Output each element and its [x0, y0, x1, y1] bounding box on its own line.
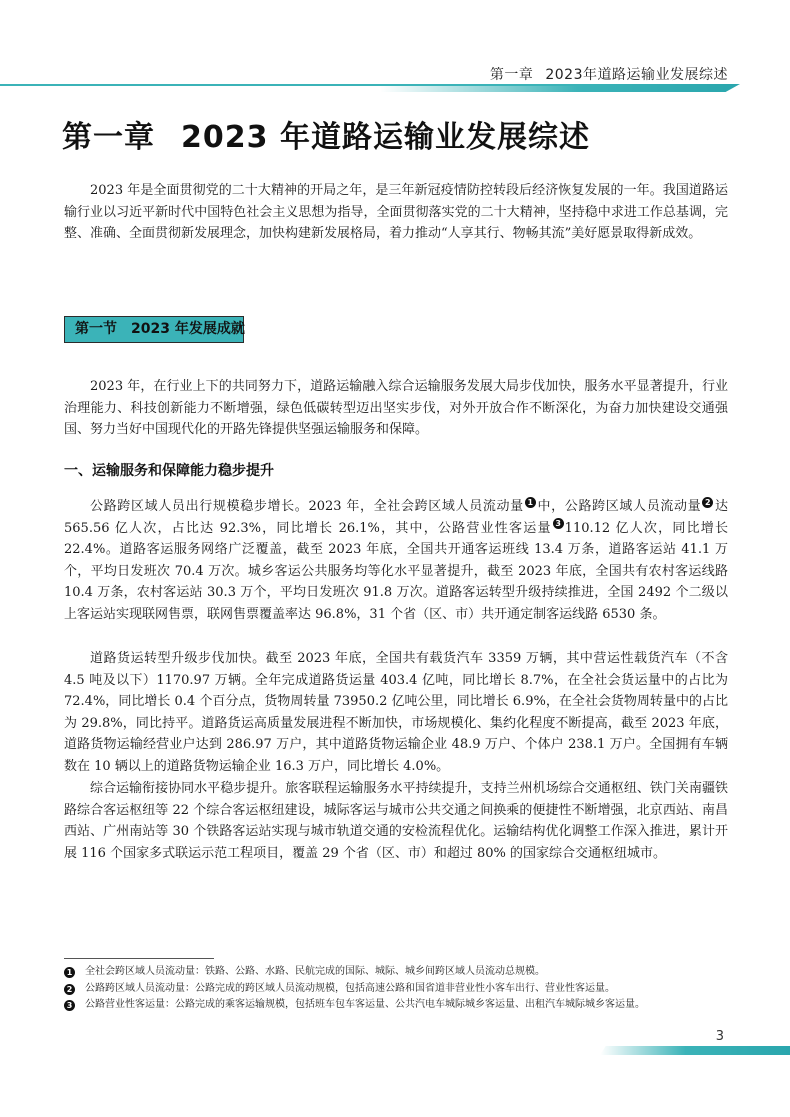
footnote-2 — [64, 981, 728, 998]
footer-accent-stripe — [600, 1046, 790, 1055]
page-number: 3 — [715, 1029, 724, 1044]
section-intro-paragraph: 2023 年，在行业上下的共同努力下，道路运输融入综合运输服务发展大局步伐加快，服务水平显著提升，行业治理能力、科技创新能力不断增强，绿色低碳转型迈出坚实步伐，对外开放合作不断深化，为奋力加快建设交通强国、努力当好中国现代化的开路先锋提供坚强运输服务和保障。 — [64, 379, 728, 437]
paragraph-freight: 道路货运转型升级步伐加快。截至 2023 年底，全国共有载货汽车 3359 万辆，其中营运性载货汽车（不含 4.5 吨及以下）1170.97 万辆。全年完成道路货运量 403.4 亿吨，同比增长 8.7%，在全社会货运量中的占比为 72.4%，同比增长 0.4 个百分点，货物周转量 73950.2 亿吨公里，同比增长 6.9%，在全社会货物周转量中的占比为 29.8%，同比持平。道路货运高质量发展进程不断加快，市场规模化、集约化程度不断提高，截至 2023 年底，道路货物运输经营业户达到 286.97 万户，其中道路货物运输企业 48.9 万户、个体户 238.1 万户。全国拥有车辆数在 10 辆以上的道路货物运输企业 16.3 万户，同比增长 4.0%。 — [64, 651, 728, 774]
footnote-badge: 1 — [64, 967, 75, 978]
paragraph-passenger-part3: 达 565.56 亿人次，占比达 92.3%，同比增长 26.1%，其中，公路营业性客运量 — [64, 499, 728, 536]
paragraph-passenger — [64, 496, 728, 625]
chapter-title — [62, 112, 590, 156]
footnote-3 — [64, 997, 728, 1014]
running-header — [478, 64, 728, 84]
header-accent-stripe — [380, 84, 740, 92]
running-header-title: 2023年道路运输业发展综述 — [545, 67, 728, 83]
section-heading — [64, 316, 244, 343]
section-title: 2023 年发展成就 — [131, 321, 245, 337]
footnote-text: 全社会跨区域人员流动量：铁路、公路、水路、民航完成的国际、城际、城乡间跨区域人员流动总规模。 — [85, 966, 545, 977]
chapter-title-text: 2023 年道路运输业发展综述 — [181, 120, 590, 155]
footnotes — [64, 964, 728, 1014]
footnote-badge: 3 — [64, 1000, 75, 1011]
footnote-text: 公路营业性客运量：公路完成的乘客运输规模，包括班车包车客运量、公共汽电车城际城乡客运量、出租汽车城际城乡客运量。 — [85, 999, 645, 1010]
footnote-1 — [64, 964, 728, 981]
footnote-ref-3[interactable]: 3 — [553, 518, 564, 529]
footnote-rule — [64, 958, 214, 959]
paragraph-integration: 综合运输衔接协同水平稳步提升。旅客联程运输服务水平持续提升，支持兰州机场综合交通枢纽、铁门关南疆铁路综合客运枢纽等 22 个综合客运枢纽建设，城际客运与城市公共交通之间换乘的便捷性不断增强，北京西站、南昌西站、广州南站等 30 个铁路客运站实现与城市轨道交通的安检流程优化。运输结构优化调整工作深入推进，累计开展 116 个国家多式联运示范工程项目，覆盖 29 个省（区、市）和超过 80% 的国家综合交通枢纽城市。 — [64, 781, 728, 861]
subsection-heading: 一、运输服务和保障能力稳步提升 — [64, 463, 274, 479]
chapter-number: 第一章 — [62, 120, 155, 155]
footnote-badge: 2 — [64, 984, 75, 995]
intro-paragraph: 2023 年是全面贯彻党的二十大精神的开局之年，是三年新冠疫情防控转段后经济恢复发展的一年。我国道路运输行业以习近平新时代中国特色社会主义思想为指导，全面贯彻落实党的二十大精神，坚持稳中求进工作总基调，完整、准确、全面贯彻新发展理念，加快构建新发展格局，着力推动“人享其行、物畅其流”美好愿景取得新成效。 — [64, 183, 728, 241]
footnote-ref-2[interactable]: 2 — [702, 497, 713, 508]
section-number: 第一节 — [75, 321, 117, 337]
paragraph-passenger-part4: 110.12 亿人次，同比增长 22.4%。道路客运服务网络广泛覆盖，截至 2023 年底，全国共开通客运班线 13.4 万条，道路客运站 41.1 万个，平均日发班次 70.4 万次。城乡客运公共服务均等化水平显著提升，截至 2023 年底，全国共有农村客运线路 10.4 万条，农村客运站 30.3 万个，平均日发班次 91.8 万次。道路客运转型升级持续推进，全国 2492 个二级以上客运站实现联网售票，联网售票覆盖率达 96.8%，31 个省（区、市）共开通定制客运线路 6530 条。 — [64, 520, 728, 622]
paragraph-passenger-part1: 公路跨区域人员出行规模稳步增长。2023 年，全社会跨区域人员流动量 — [90, 499, 524, 514]
footnote-ref-1[interactable]: 1 — [525, 497, 536, 508]
footnote-text: 公路跨区域人员流动量：公路完成的跨区域人员流动规模，包括高速公路和国省道非营业性小客车出行、营业性客运量。 — [85, 982, 615, 994]
paragraph-passenger-part2: 中，公路跨区域人员流动量 — [536, 499, 702, 514]
running-header-chapter: 第一章 — [489, 67, 534, 83]
